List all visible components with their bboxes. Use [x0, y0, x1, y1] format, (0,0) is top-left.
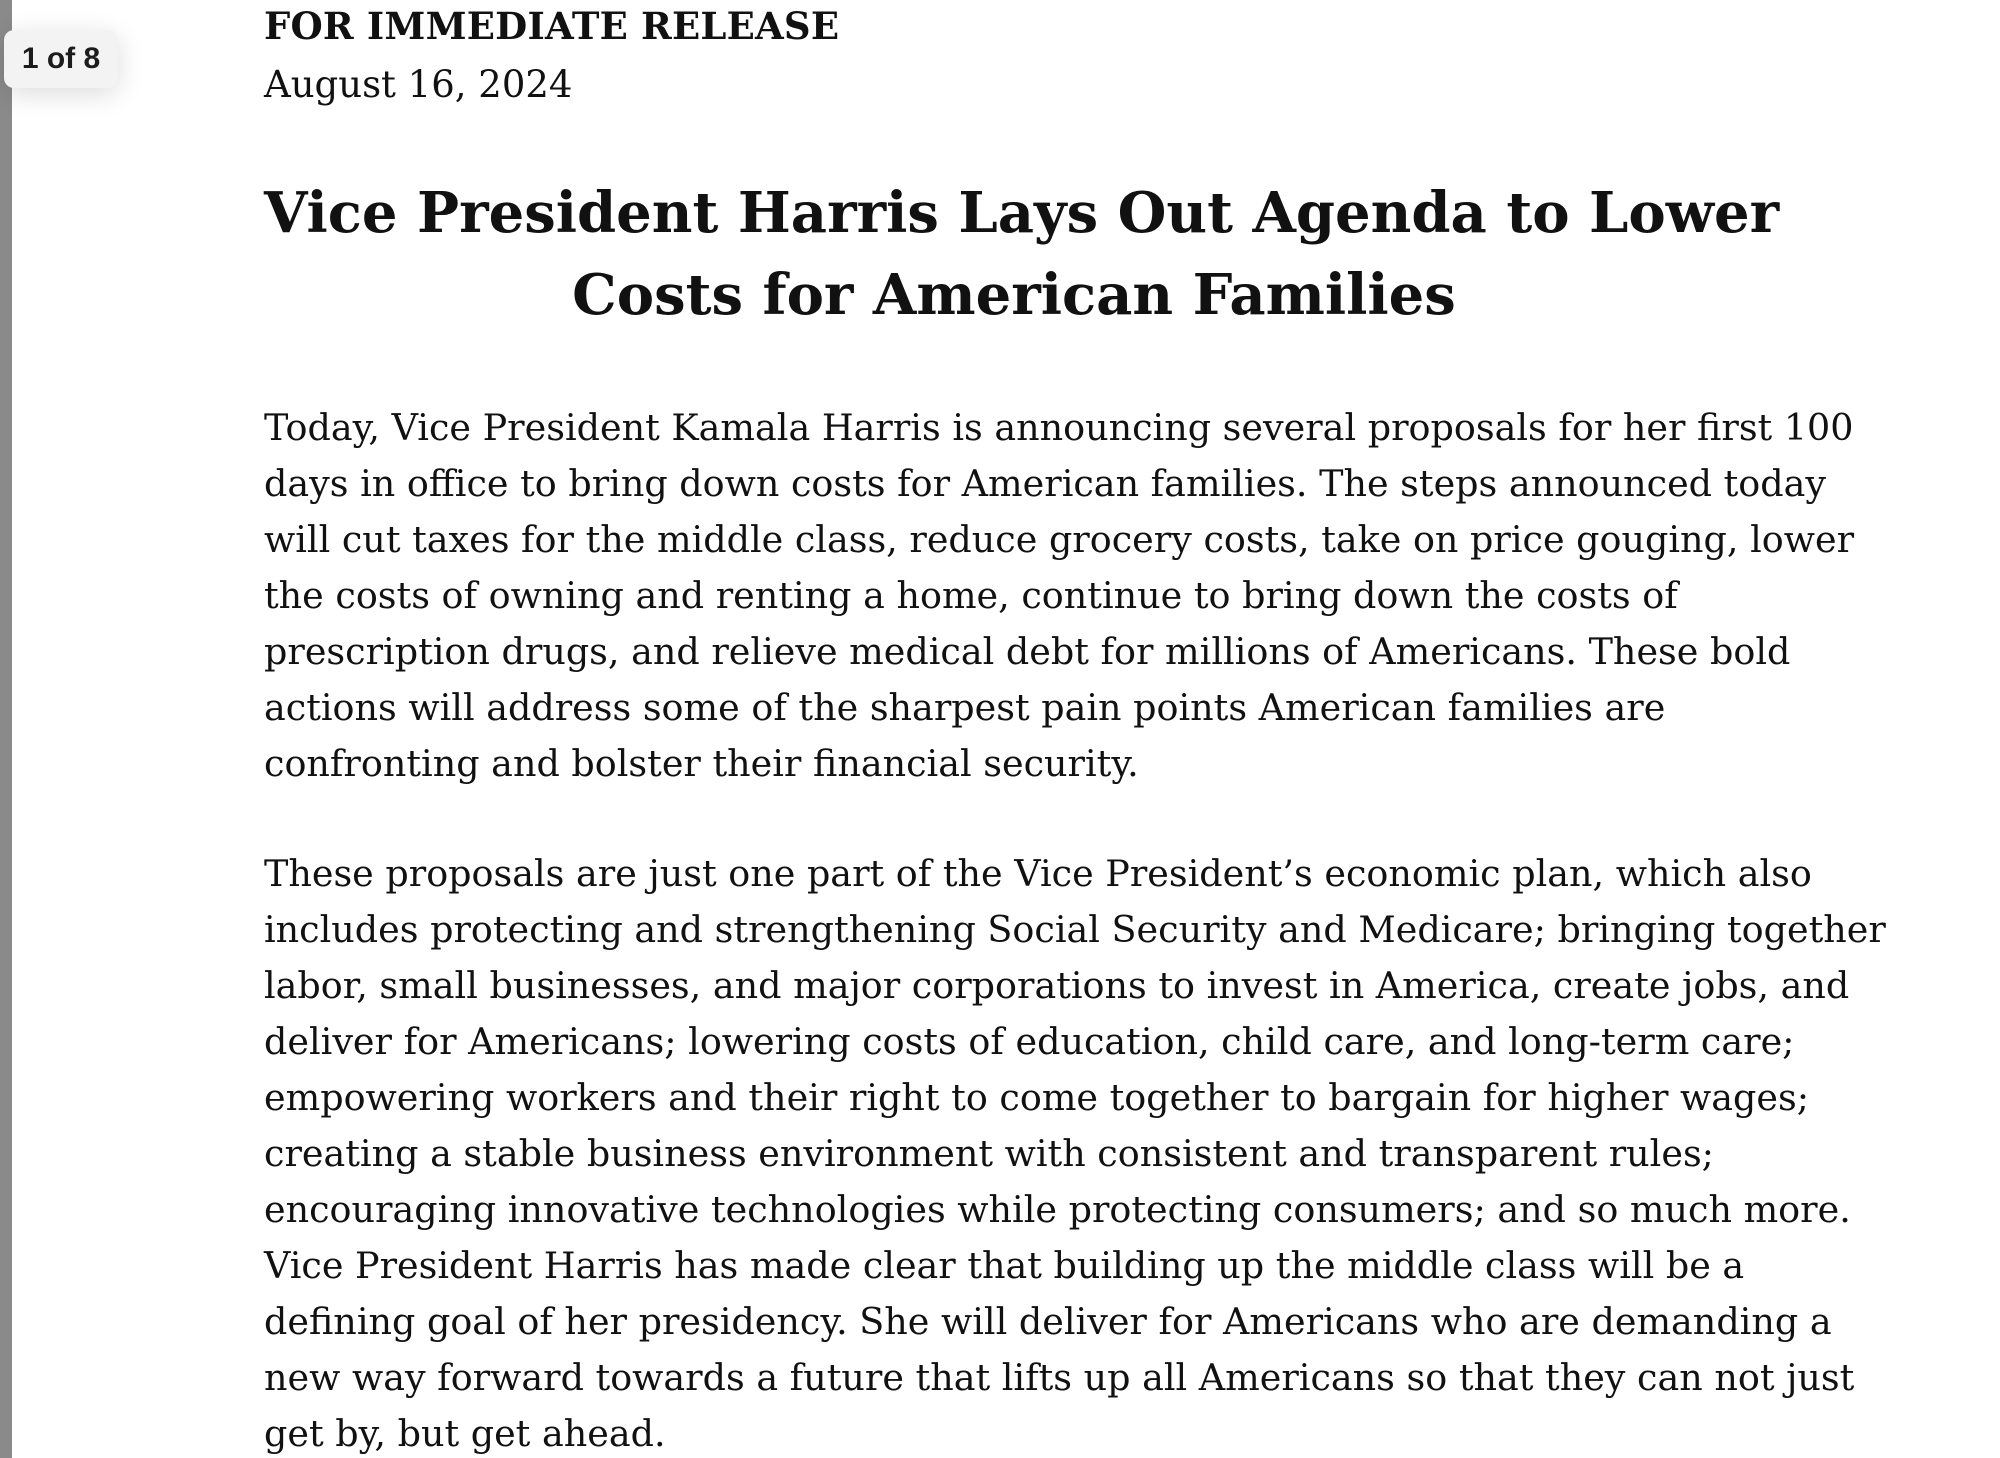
paragraph-line: empowering workers and their right to come together to bargain for higher wages;: [264, 1076, 1810, 1119]
paragraph-line: defining goal of her presidency. She will deliver for Americans who are demanding a: [264, 1300, 1832, 1343]
paragraph-line: includes protecting and strengthening Social Security and Medicare; bringing together: [264, 908, 1886, 951]
body-paragraph-1: [264, 400, 1855, 792]
release-date: August 16, 2024: [264, 63, 573, 106]
body-paragraph-2: [264, 846, 1886, 1458]
paragraph-line: Vice President Harris has made clear that building up the middle class will be a: [264, 1244, 1745, 1287]
paragraph-line: new way forward towards a future that lifts up all Americans so that they can not just: [264, 1356, 1855, 1399]
paragraph-line: prescription drugs, and relieve medical debt for millions of Americans. These bold: [264, 630, 1791, 673]
viewer-left-edge: [0, 0, 12, 1458]
paragraph-line: creating a stable business environment with consistent and transparent rules;: [264, 1132, 1714, 1175]
document-page: [264, 0, 1886, 1458]
title-line: Costs for American Families: [572, 262, 1456, 328]
paragraph-line: deliver for Americans; lowering costs of education, child care, and long-term care;: [264, 1020, 1795, 1063]
paragraph-line: encouraging innovative technologies while protecting consumers; and so much more.: [264, 1188, 1851, 1231]
title-line: Vice President Harris Lays Out Agenda to Lower: [264, 180, 1780, 246]
paragraph-line: confronting and bolster their financial security.: [264, 742, 1139, 785]
paragraph-line: will cut taxes for the middle class, reduce grocery costs, take on price gouging, lower: [264, 518, 1855, 561]
page-indicator: 1 of 8: [4, 30, 118, 88]
paragraph-line: days in office to bring down costs for American families. The steps announced today: [264, 462, 1827, 505]
document-title: [264, 172, 1780, 336]
paragraph-line: These proposals are just one part of the Vice President’s economic plan, which also: [264, 852, 1812, 895]
paragraph-line: get by, but get ahead.: [264, 1412, 666, 1455]
release-label: FOR IMMEDIATE RELEASE: [264, 4, 840, 48]
paragraph-line: labor, small businesses, and major corporations to invest in America, create jobs, and: [264, 964, 1850, 1007]
paragraph-line: actions will address some of the sharpest pain points American families are: [264, 686, 1666, 729]
paragraph-line: Today, Vice President Kamala Harris is announcing several proposals for her first 100: [264, 406, 1854, 449]
paragraph-line: the costs of owning and renting a home, continue to bring down the costs of: [264, 574, 1678, 617]
